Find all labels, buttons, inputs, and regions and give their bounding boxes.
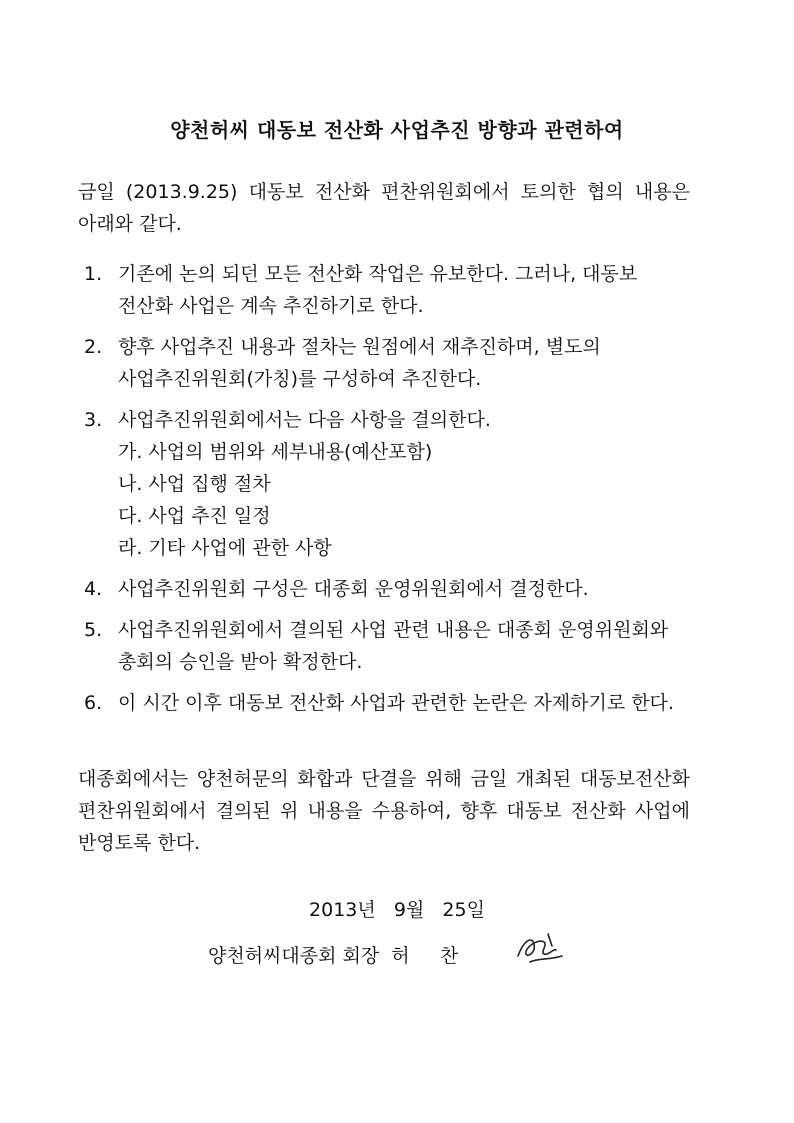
list-item: [84, 258, 684, 322]
list-item-text: 이 시간 이후 대동보 전산화 사업과 관련한 논란은 자제하기로 한다.: [118, 692, 674, 714]
document-date: 2013년 9월 25일: [309, 899, 485, 921]
signature-mark: [510, 926, 570, 970]
sub-list-item: 다. 사업 추진 일정: [118, 505, 271, 527]
list-item-text: 사업추진위원회 구성은 대종회 운영위원회에서 결정한다.: [118, 578, 589, 600]
sub-list: [118, 436, 684, 564]
document-title: 양천허씨 대동보 전산화 사업추진 방향과 관련하여: [170, 118, 624, 142]
list-item-text: 사업추진위원회에서 결의된 사업 관련 내용은 대종회 운영위원회와 총회의 승인을 받아 확정한다.: [118, 619, 669, 673]
list-item: [84, 404, 684, 564]
list-item-number: 2.: [84, 336, 103, 358]
list-item: [84, 614, 684, 678]
list-item-number: 6.: [84, 692, 103, 714]
list-item-text: 기존에 논의 되던 모든 전산화 작업은 유보한다. 그러나, 대동보 전산화 사업은 계속 추진하기로 한다.: [118, 263, 638, 317]
list-item-text: 향후 사업추진 내용과 절차는 원점에서 재추진하며, 별도의 사업추진위원회(가칭)를 구성하여 추진한다.: [118, 336, 601, 390]
signer-line: 양천허씨대종회 회장 허 찬: [208, 945, 459, 967]
sub-list-item: 가. 사업의 범위와 세부내용(예산포함): [118, 441, 433, 463]
intro-paragraph: 금일 (2013.9.25) 대동보 전산화 편찬위원회에서 토의한 협의 내용은 아래와 같다.: [78, 181, 690, 235]
conclusion-paragraph: 대종회에서는 양천허문의 화합과 단결을 위해 금일 개최된 대동보전산화 편찬위원회에서 결의된 위 내용을 수용하여, 향후 대동보 전산화 사업에 반영토록 한다.: [78, 768, 690, 854]
list-item: [84, 573, 684, 605]
sub-list-item: 라. 기타 사업에 관한 사항: [118, 537, 332, 559]
resolution-list: [84, 258, 684, 728]
list-item: [84, 331, 684, 395]
list-item-number: 3.: [84, 409, 103, 431]
list-item-number: 4.: [84, 578, 103, 600]
list-item-text: 사업추진위원회에서는 다음 사항을 결의한다.: [118, 409, 491, 431]
list-item: [84, 687, 684, 719]
sub-list-item: 나. 사업 집행 절차: [118, 473, 271, 495]
list-item-number: 1.: [84, 263, 103, 285]
list-item-number: 5.: [84, 619, 103, 641]
